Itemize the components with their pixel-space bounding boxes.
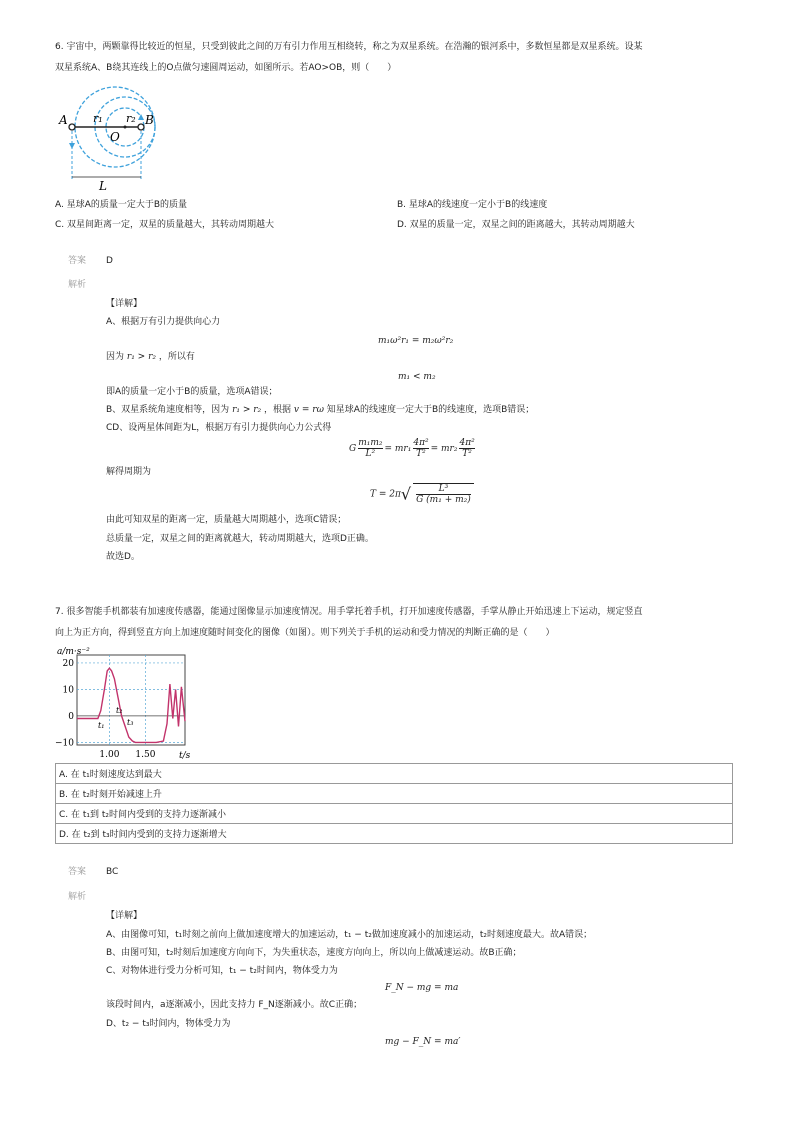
q6-step-9: 故选D。 bbox=[106, 552, 140, 562]
q7-step-1: A、由图像可知，t₁时刻之前向上做加速度增大的加速运动，t₁ − t₂做加速度减小的加速运动，t₂时刻速度最大。故A错误； bbox=[106, 930, 593, 940]
label-a: A bbox=[59, 113, 68, 127]
q7-stem-line2: 向上为正方向，得到竖直方向上加速度随时间变化的图像（如图）。则下列关于手机的运动和受力情况的判断正确的是（ ） bbox=[55, 628, 555, 638]
label-b: B bbox=[145, 113, 154, 127]
q7-option-d[interactable]: D. 在 t₂到 t₃时间内受到的支持力逐渐增大 bbox=[56, 824, 733, 844]
q7-step-3: C、对物体进行受力分析可知，t₁ − t₂时间内，物体受力为 bbox=[106, 966, 338, 976]
q6-stem-line1: 6. 宇宙中，两颗靠得比较近的恒星，只受到彼此之间的万有引力作用互相绕转，称之为双星系统。在浩瀚的银河系中，多数恒星都是双星系统。设某 bbox=[55, 42, 643, 52]
q7-option-b[interactable]: B. 在 t₂时刻开始减速上升 bbox=[56, 784, 733, 804]
q6-step-4: B、双星系统角速度相等，因为 r₁ > r₂ ，根据 v = rω 知星球A的线速度一定大于B的线速度，选项B错误； bbox=[106, 405, 535, 415]
q6-step-6: 解得周期为 bbox=[106, 467, 152, 477]
q6-option-d[interactable]: D. 双星的质量一定，双星之间的距离越大，其转动周期越大 bbox=[397, 220, 635, 230]
q6-step-2: 因为 r₁ > r₂ ，所以有 bbox=[106, 352, 195, 362]
q6-step-7: 由此可知双星的距离一定，质量越大周期越小，选项C错误； bbox=[106, 515, 347, 525]
q7-options-table bbox=[55, 763, 733, 844]
q6-option-b[interactable]: B. 星球A的线速度一定小于B的线速度 bbox=[397, 200, 548, 210]
q6-equation-3: G $\frac{\text{m₁m₂}}{\text{L²}}$ = mr₁ $\frac{\text{4π²}}{\text{T²}}$ = mr₂ $\frac{\text{4π²}}{\text{T²}}$ bbox=[349, 438, 475, 459]
q6-stem-line2: 双星系统A、B绕其连线上的O点做匀速圆周运动，如图所示。若AO>OB，则（ ） bbox=[55, 63, 397, 73]
label-l: L bbox=[99, 179, 107, 193]
q7-stem-line1: 7. 很多智能手机都装有加速度传感器，能通过图像显示加速度情况。用手掌托着手机，打开加速度传感器，手掌从静止开始迅速上下运动，规定竖直 bbox=[55, 607, 643, 617]
annotation-t3: t₃ bbox=[127, 718, 134, 727]
annotation-t2: t₂ bbox=[116, 706, 123, 715]
q7-option-a[interactable]: A. 在 t₁时刻速度达到最大 bbox=[56, 764, 733, 784]
x-tick-label: 1.00 bbox=[99, 750, 120, 760]
q6-equation-1: m₁ω²r₁ = m₂ω²r₂ bbox=[378, 336, 454, 346]
q6-equation-4: T = 2π√ $\frac{\text{L³}}{\text{G (m₁ + m₂)}}$ bbox=[370, 483, 476, 505]
label-o: O bbox=[110, 130, 120, 144]
q7-equation-2: mg − F_N = ma′ bbox=[385, 1037, 461, 1047]
q7-step-5: D、t₂ − t₃时间内，物体受力为 bbox=[106, 1019, 231, 1029]
q7-analysis-label: 解析 bbox=[68, 892, 87, 902]
q6-answer-value: D bbox=[106, 256, 113, 266]
q6-binary-star-figure bbox=[55, 80, 165, 195]
x-axis-label: t/s bbox=[179, 751, 191, 761]
q6-detail-heading: 【详解】 bbox=[106, 299, 143, 309]
q6-analysis-label: 解析 bbox=[68, 280, 87, 290]
y-tick-label: 0 bbox=[68, 711, 74, 722]
q7-acceleration-chart bbox=[55, 645, 195, 763]
q7-answer-value: BC bbox=[106, 867, 119, 877]
q7-equation-1: F_N − mg = ma bbox=[385, 983, 459, 993]
y-tick-label: 10 bbox=[62, 685, 74, 696]
q6-option-a[interactable]: A. 星球A的质量一定大于B的质量 bbox=[55, 200, 188, 210]
q7-step-4: 该段时间内，a逐渐减小，因此支持力 F_N逐渐减小。故C正确； bbox=[106, 1000, 363, 1010]
q6-step-8: 总质量一定，双星之间的距离就越大，转动周期越大，选项D正确。 bbox=[106, 534, 374, 544]
y-tick-label: 20 bbox=[62, 658, 74, 669]
q6-step-5: CD、设两星体间距为L，根据万有引力提供向心力公式得 bbox=[106, 423, 332, 433]
q6-step-3: 即A的质量一定小于B的质量，选项A错误； bbox=[106, 387, 278, 397]
q7-detail-heading: 【详解】 bbox=[106, 911, 143, 921]
y-tick-label: −10 bbox=[55, 738, 74, 749]
q7-step-2: B、由图可知，t₂时刻后加速度方向向下，为失重状态，速度方向向上，所以向上做减速运动。故B正确； bbox=[106, 948, 522, 958]
q6-equation-2: m₁ < m₂ bbox=[398, 372, 436, 382]
q6-step-1: A、根据万有引力提供向心力 bbox=[106, 317, 221, 327]
q7-answer-label: 答案 bbox=[68, 867, 87, 877]
annotation-t1: t₁ bbox=[98, 721, 105, 730]
label-r1: r₁ bbox=[93, 112, 103, 125]
q7-option-c[interactable]: C. 在 t₁到 t₂时间内受到的支持力逐渐减小 bbox=[56, 804, 733, 824]
x-tick-label: 1.50 bbox=[135, 750, 156, 760]
y-axis-label: a/m·s⁻² bbox=[57, 647, 90, 657]
label-r2: r₂ bbox=[126, 112, 136, 125]
q6-answer-label: 答案 bbox=[68, 256, 87, 266]
q6-option-c[interactable]: C. 双星间距离一定，双星的质量越大，其转动周期越大 bbox=[55, 220, 275, 230]
